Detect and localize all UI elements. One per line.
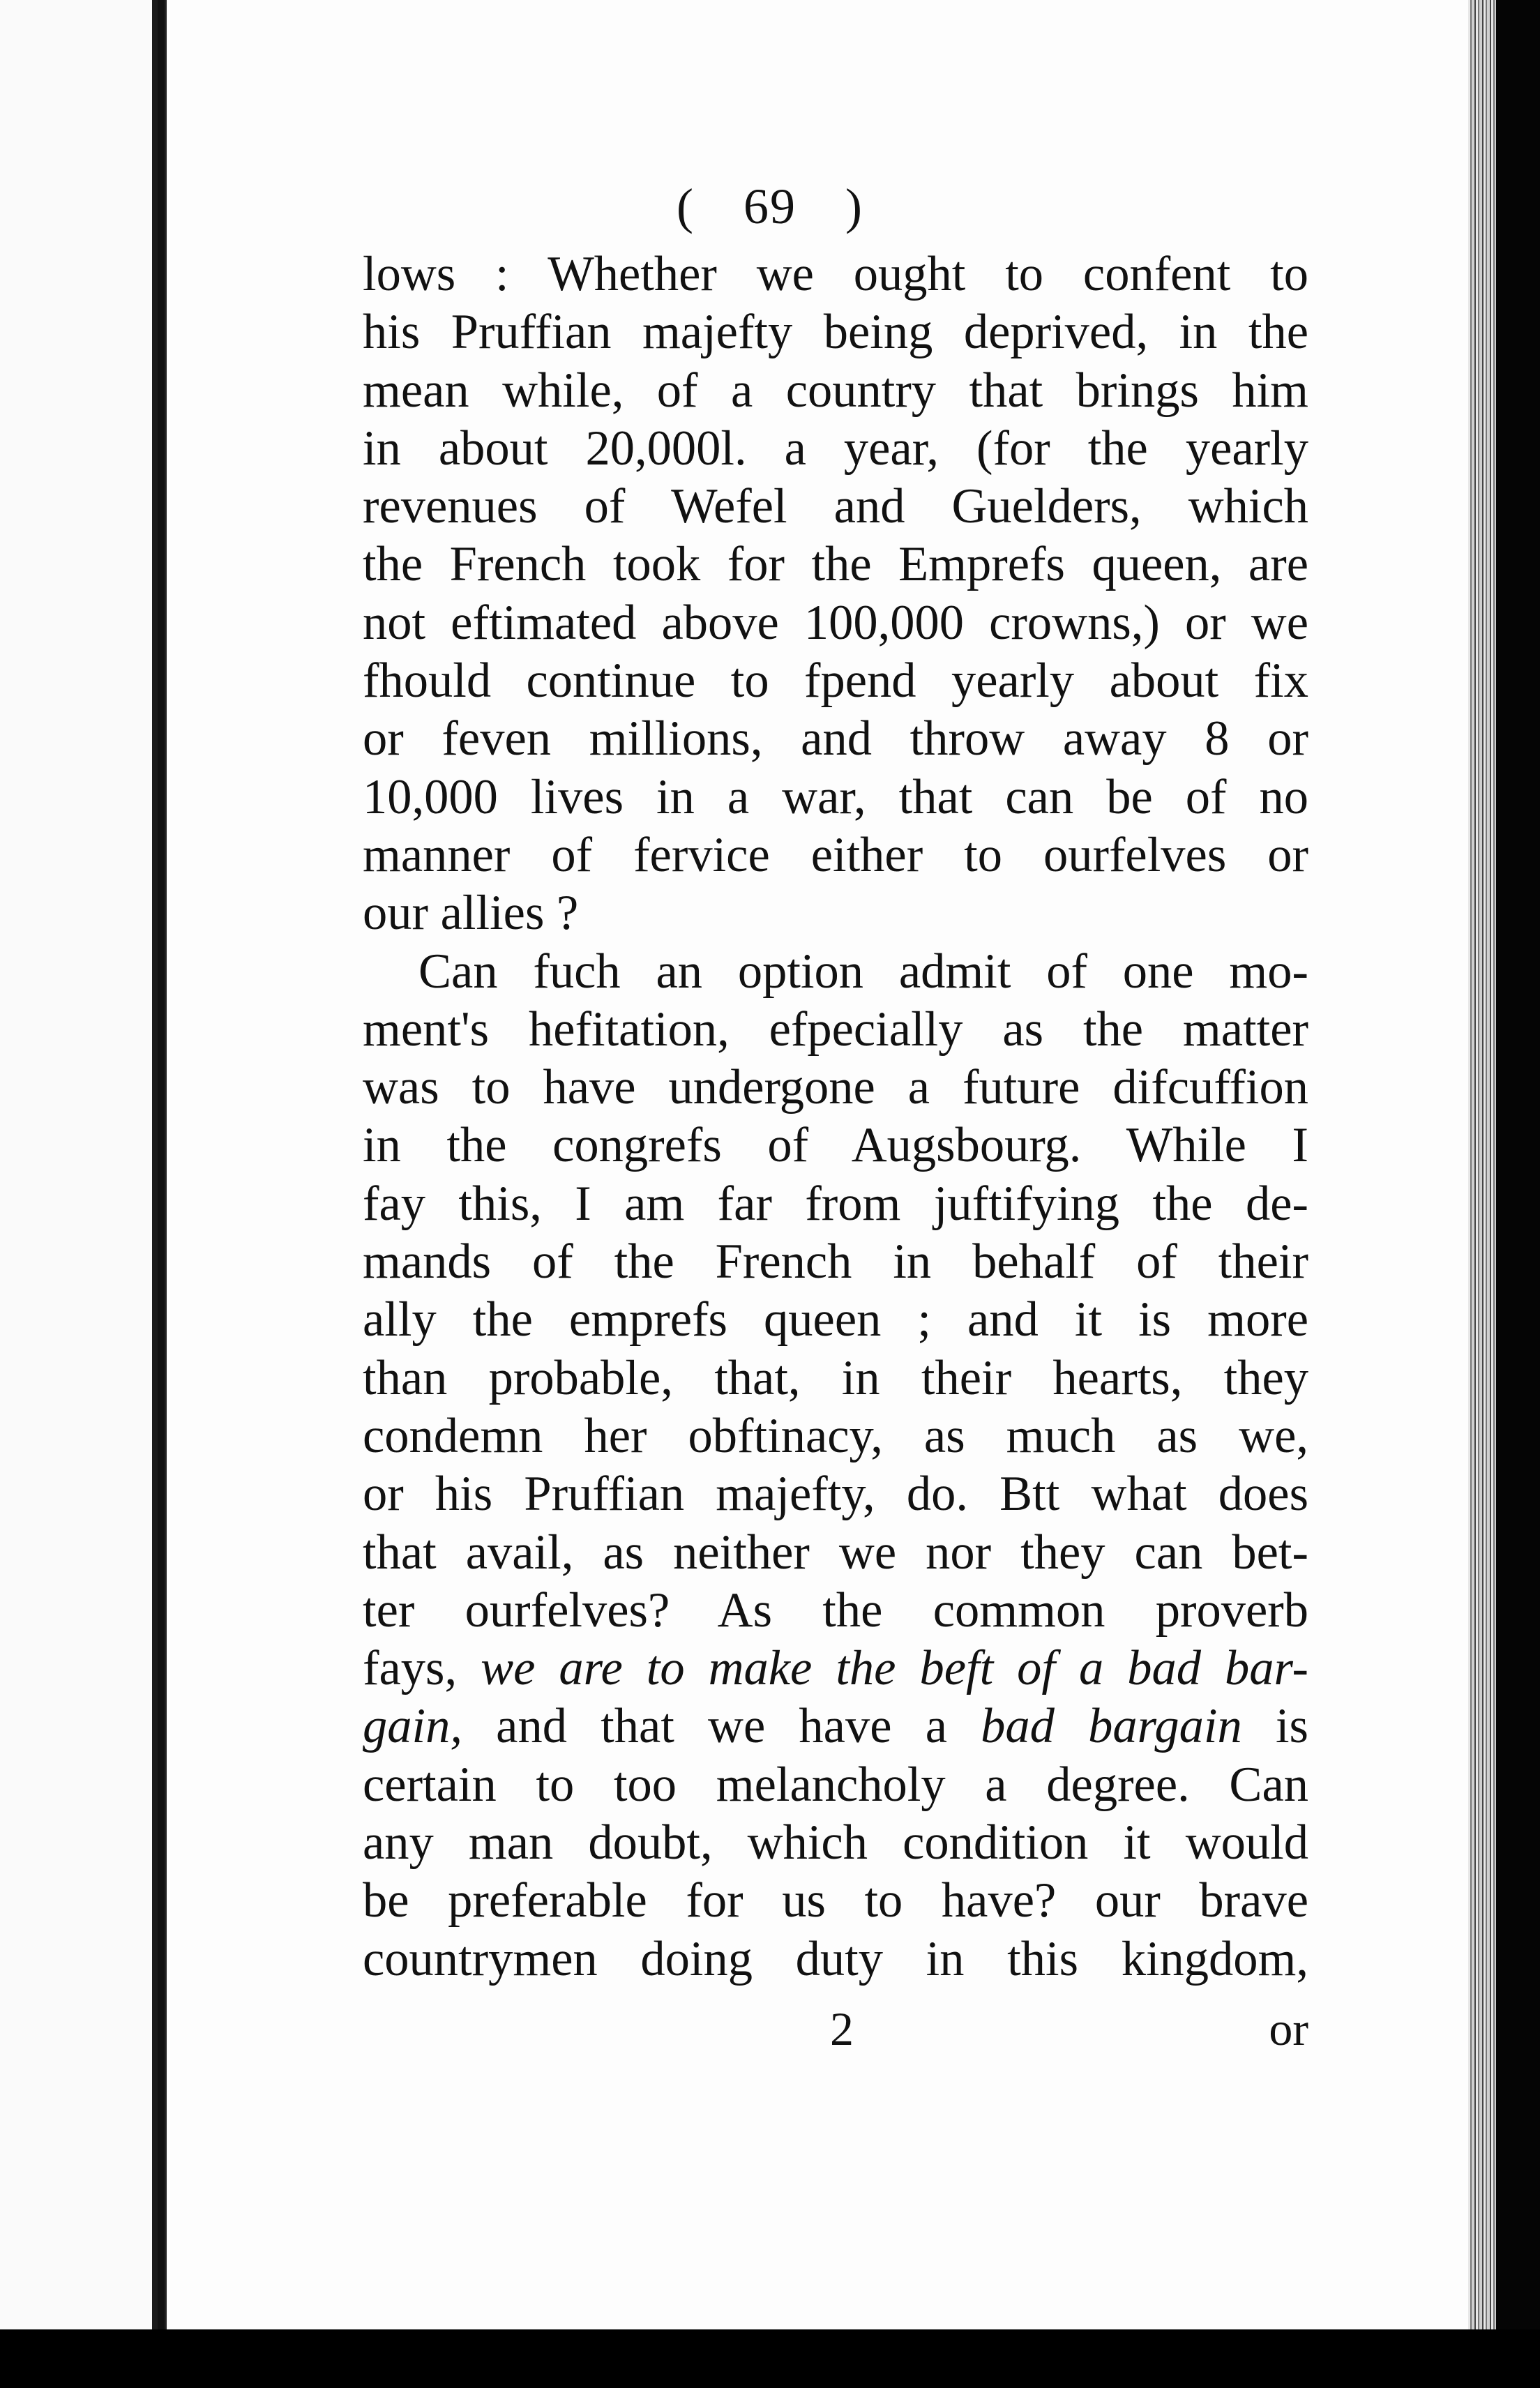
italic-text: bad bargain	[981, 1699, 1242, 1754]
text-line: fhould continue to fpend yearly about fix	[363, 653, 1308, 709]
italic-text: gain,	[363, 1699, 462, 1754]
signature-mark: 2	[830, 2002, 854, 2055]
facing-page-fragment	[0, 0, 158, 2343]
text-line: lows : Whether we ought to confent to	[363, 247, 1308, 301]
page-footer	[363, 2002, 1308, 2057]
text-line: not eftimated above 100,000 crowns,) or we	[363, 595, 1308, 650]
text-fragment: is	[1275, 1699, 1308, 1754]
page-edge-stack	[1468, 0, 1496, 2388]
text-line: manner of fervice either to ourfelves or	[363, 827, 1308, 882]
text-line: than probable, that, in their hearts, they	[363, 1350, 1308, 1405]
text-line: or feven millions, and throw away 8 or	[363, 711, 1308, 766]
italic-text: we are to make the beft of a bad bar-	[481, 1641, 1308, 1696]
text-line: revenues of Wefel and Guelders, which	[363, 479, 1308, 534]
text-line: condemn her obftinacy, as much as we,	[363, 1408, 1308, 1463]
binding-shadow	[1496, 0, 1540, 2388]
body-text	[363, 245, 1308, 1988]
text-line: ter ourfelves? As the common proverb	[363, 1582, 1308, 1638]
text-line: the French took for the Emprefs queen, are	[363, 537, 1308, 592]
text-line: 10,000 lives in a war, that can be of no	[363, 769, 1308, 824]
text-line: mean while, of a country that brings him	[363, 363, 1308, 418]
text-line: his Pruffian majefty being deprived, in the	[363, 305, 1308, 360]
page-header	[0, 178, 1540, 236]
text-line: countrymen doing duty in this kingdom,	[363, 1931, 1308, 1986]
text-line: ally the emprefs queen ; and it is more	[363, 1292, 1308, 1347]
close-paren: )	[845, 179, 863, 234]
catchword: or	[1269, 2002, 1308, 2055]
text-line: mands of the French in behalf of their	[363, 1234, 1308, 1290]
text-line: be preferable for us to have? our brave	[363, 1873, 1308, 1928]
text-line: Can fuch an option admit of one mo-	[418, 944, 1308, 999]
text-line: or his Pruffian majefty, do. Btt what does	[363, 1467, 1308, 1522]
text-line: fay this, I am far from juftifying the de-	[363, 1176, 1308, 1231]
text-line: in the congrefs of Augsbourg. While I	[363, 1118, 1308, 1173]
text-fragment: fays,	[363, 1641, 458, 1696]
text-line: was to have undergone a future difcuffion	[363, 1060, 1308, 1115]
bottom-shadow	[0, 2329, 1540, 2388]
open-paren: (	[677, 179, 695, 234]
text-fragment: and that we have a	[496, 1699, 947, 1754]
text-line: certain to too melancholy a degree. Can	[363, 1757, 1308, 1812]
text-line	[363, 1698, 1308, 1755]
page-number: 69	[743, 179, 797, 234]
text-line: in about 20,000l. a year, (for the yearly	[363, 421, 1308, 476]
text-line: ment's hefitation, efpecially as the matter	[363, 1002, 1308, 1057]
text-line	[363, 1640, 1308, 1698]
text-line: that avail, as neither we nor they can bet-	[363, 1525, 1308, 1580]
text-line: any man doubt, which condition it would	[363, 1815, 1308, 1871]
text-line: our allies ?	[363, 886, 579, 941]
